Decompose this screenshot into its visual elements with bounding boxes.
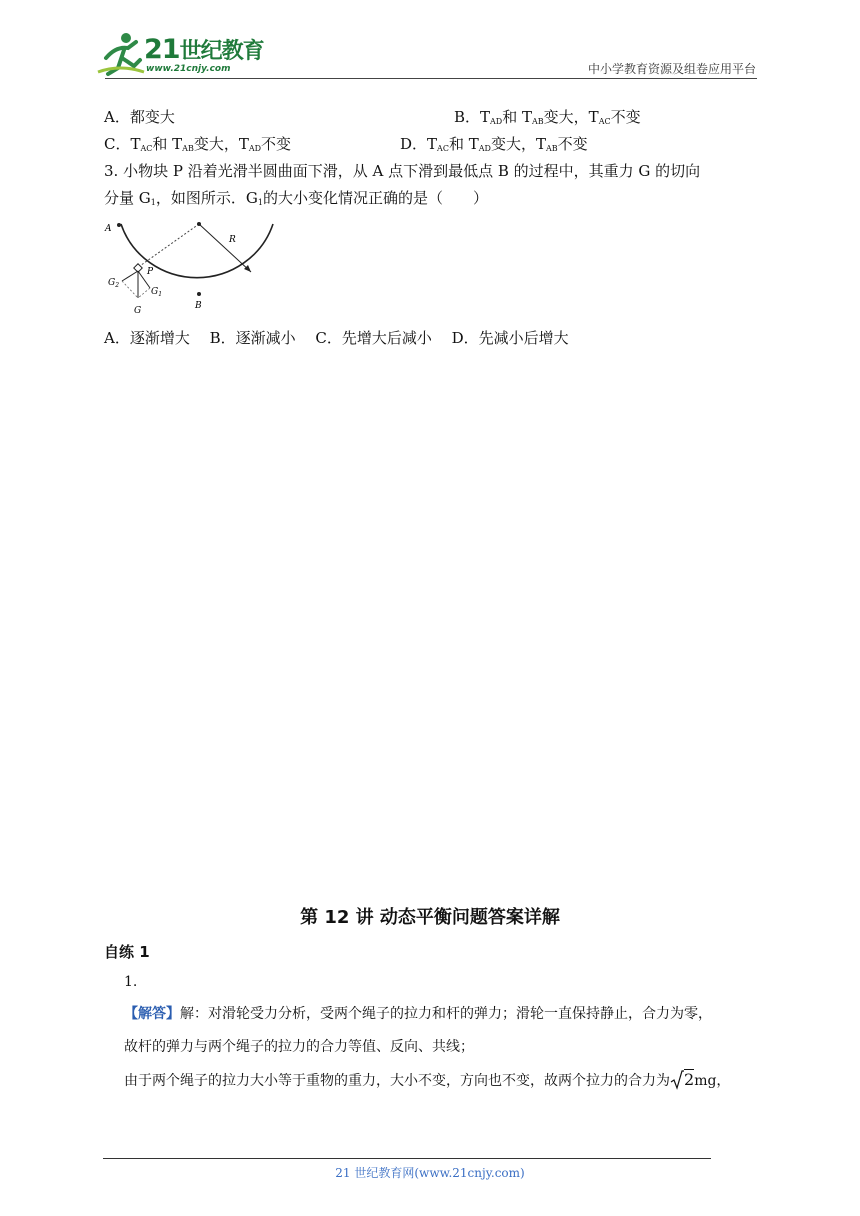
block-p (134, 264, 142, 272)
point-b-dot (197, 292, 201, 296)
site-logo (96, 28, 266, 80)
answer-para3: 由于两个绳子的拉力大小等于重物的重力，大小不变，方向也不变，故两个拉力的合力为 2mg， (124, 1070, 731, 1089)
q2-option-d: D．$T_{AC}$和 $T_{AD}$变大，$T_{AB}$不变 (400, 135, 588, 153)
runner-logo-icon (96, 28, 146, 80)
footer-divider (103, 1158, 711, 1159)
label-g: G (134, 306, 142, 316)
section-heading: 自练 1 (104, 943, 150, 961)
q3-stem-line2: 分量 $G_1$，如图所示．$G_1$的大小变化情况正确的是（ ） (104, 189, 488, 207)
label-b: B (195, 301, 202, 311)
semicircle-curve (121, 224, 273, 278)
footer-text[interactable]: 21 世纪教育网(www.21cnjy.com) (335, 1166, 525, 1180)
label-r: R (229, 235, 236, 245)
radius-dashed-line (137, 224, 199, 268)
answer-tag: 【解答】 (124, 1006, 180, 1022)
logo-text: 21世纪教育 (144, 34, 264, 65)
semicircle-diagram (103, 218, 278, 318)
answer-item-number: 1. (124, 974, 138, 990)
answer-para2: 故杆的弹力与两个绳子的拉力的合力等值、反向、共线； (124, 1039, 474, 1055)
q2-option-a: A．都变大 (104, 108, 175, 126)
radius-line (199, 224, 251, 272)
label-g2: $G_2$ (108, 278, 120, 289)
sqrt-symbol-icon (670, 1070, 684, 1090)
answer-title: 第 12 讲 动态平衡问题答案详解 (300, 907, 560, 928)
q2-option-b: B．$T_{AD}$和 $T_{AB}$变大，$T_{AC}$不变 (454, 108, 641, 126)
g2-vector (122, 271, 138, 281)
header-divider (105, 78, 757, 79)
answer-para1: 【解答】解：对滑轮受力分析，受两个绳子的拉力和杆的弹力；滑轮一直保持静止，合力为零， (124, 1006, 712, 1022)
q3-stem-line1: 3. 小物块 P 沿着光滑半圆曲面下滑，从 A 点下滑到最低点 B 的过程中，其重力 G 的切向 (104, 162, 701, 180)
semicircle-figure (103, 218, 278, 318)
q3-options: A．逐渐增大 B．逐渐减小 C．先增大后减小 D．先减小后增大 (104, 329, 569, 347)
logo-url: www.21cnjy.com (146, 64, 231, 74)
header-platform-name: 中小学教育资源及组卷应用平台 (587, 62, 756, 76)
label-p: P (147, 267, 154, 277)
label-g1: $G_1$ (151, 287, 163, 298)
label-a: A (105, 224, 112, 234)
sqrt-expression: 2 (670, 1070, 694, 1091)
point-a-dot (117, 223, 121, 227)
center-dot (197, 222, 201, 226)
q2-option-c: C．$T_{AC}$和 $T_{AB}$变大，$T_{AD}$不变 (104, 135, 292, 153)
